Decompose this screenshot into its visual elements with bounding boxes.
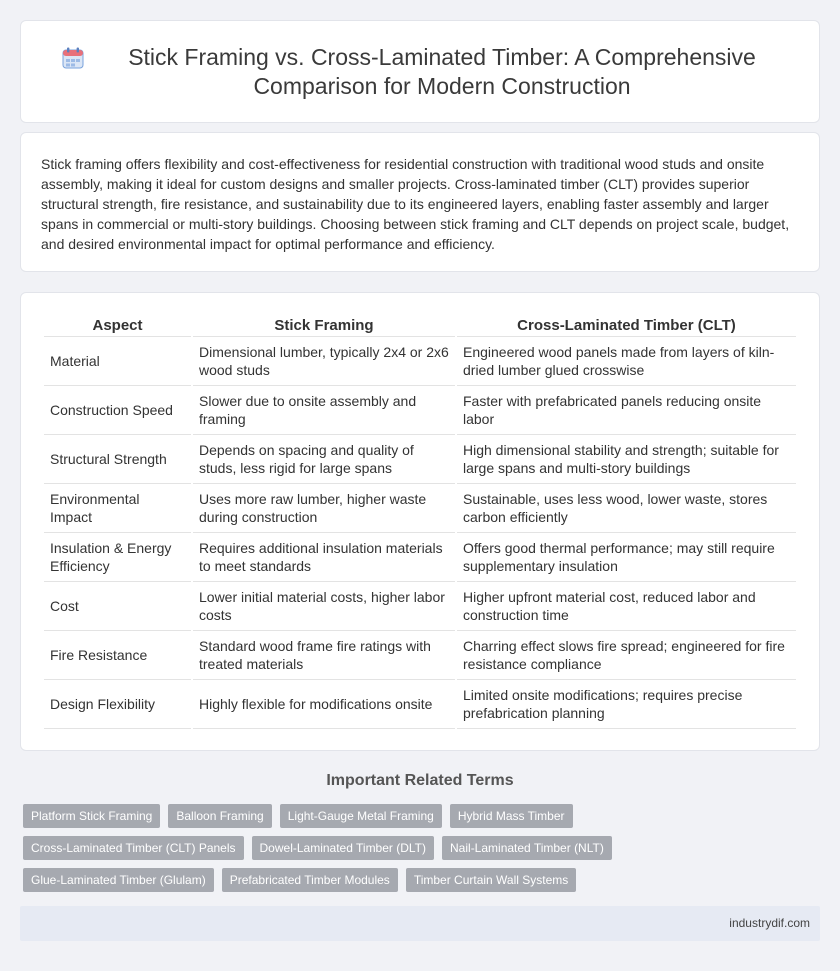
- clt-cell: Higher upfront material cost, reduced labor and construction time: [457, 582, 796, 631]
- aspect-cell: Construction Speed: [44, 386, 191, 435]
- related-term-tag[interactable]: Dowel-Laminated Timber (DLT): [252, 836, 435, 860]
- aspect-cell: Cost: [44, 582, 191, 631]
- table-row: [44, 533, 796, 582]
- table-header-row: [44, 315, 796, 337]
- stick-framing-cell: Uses more raw lumber, higher waste during construction: [193, 484, 455, 533]
- table-row: [44, 337, 796, 386]
- table-row: [44, 680, 796, 729]
- table-row: [44, 435, 796, 484]
- clt-cell: Sustainable, uses less wood, lower waste, stores carbon efficiently: [457, 484, 796, 533]
- clt-cell: Offers good thermal performance; may still require supplementary insulation: [457, 533, 796, 582]
- header-aspect: Aspect: [44, 315, 191, 337]
- intro-card: [20, 132, 820, 272]
- related-term-tag[interactable]: Hybrid Mass Timber: [450, 804, 573, 828]
- related-term-tag[interactable]: Light-Gauge Metal Framing: [280, 804, 442, 828]
- stick-framing-cell: Dimensional lumber, typically 2x4 or 2x6 wood studs: [193, 337, 455, 386]
- table-row: [44, 484, 796, 533]
- clt-cell: Charring effect slows fire spread; engineered for fire resistance compliance: [457, 631, 796, 680]
- related-term-tag[interactable]: Timber Curtain Wall Systems: [406, 868, 576, 892]
- stick-framing-cell: Highly flexible for modifications onsite: [193, 680, 455, 729]
- footer: [20, 906, 820, 941]
- related-term-tag[interactable]: Prefabricated Timber Modules: [222, 868, 398, 892]
- aspect-cell: Fire Resistance: [44, 631, 191, 680]
- aspect-cell: Environmental Impact: [44, 484, 191, 533]
- table-row: [44, 386, 796, 435]
- related-term-tag[interactable]: Glue-Laminated Timber (Glulam): [23, 868, 214, 892]
- intro-paragraph: Stick framing offers flexibility and cost-effectiveness for residential construction with traditional wood studs and onsite assembly, making it ideal for custom designs and smaller projects. Cross-laminated timber (CLT) provides superior structural strength, fire resistance, and sustainability due to its engineered layers, enabling faster assembly and larger spans in commercial or multi-story buildings. Choosing between stick framing and CLT depends on project scale, budget, and desired environmental impact for optimal performance and efficiency.: [41, 156, 790, 252]
- clt-cell: Engineered wood panels made from layers of kiln-dried lumber glued crosswise: [457, 337, 796, 386]
- stick-framing-cell: Slower due to onsite assembly and framing: [193, 386, 455, 435]
- header-stick-framing: Stick Framing: [193, 315, 455, 337]
- stick-framing-cell: Requires additional insulation materials to meet standards: [193, 533, 455, 582]
- stick-framing-cell: Depends on spacing and quality of studs, less rigid for large spans: [193, 435, 455, 484]
- clt-cell: Faster with prefabricated panels reducing onsite labor: [457, 386, 796, 435]
- title-card: [20, 20, 820, 123]
- related-term-tag[interactable]: Cross-Laminated Timber (CLT) Panels: [23, 836, 244, 860]
- aspect-cell: Material: [44, 337, 191, 386]
- aspect-cell: Structural Strength: [44, 435, 191, 484]
- aspect-cell: Insulation & Energy Efficiency: [44, 533, 191, 582]
- stick-framing-cell: Lower initial material costs, higher labor costs: [193, 582, 455, 631]
- related-terms-title: Important Related Terms: [326, 772, 514, 789]
- calendar-icon: [61, 46, 85, 70]
- related-term-tag[interactable]: Balloon Framing: [168, 804, 271, 828]
- related-terms-tags: [23, 804, 803, 900]
- comparison-card: [20, 292, 820, 751]
- page-title: Stick Framing vs. Cross-Laminated Timber: A Comprehensive Comparison for Modern Construction: [128, 43, 756, 99]
- footer-site-name[interactable]: industrydif.com: [729, 916, 810, 930]
- aspect-cell: Design Flexibility: [44, 680, 191, 729]
- related-term-tag[interactable]: Platform Stick Framing: [23, 804, 160, 828]
- table-row: [44, 582, 796, 631]
- stick-framing-cell: Standard wood frame fire ratings with treated materials: [193, 631, 455, 680]
- related-term-tag[interactable]: Nail-Laminated Timber (NLT): [442, 836, 612, 860]
- table-row: [44, 631, 796, 680]
- header-clt: Cross-Laminated Timber (CLT): [457, 315, 796, 337]
- title-wrap: [21, 21, 819, 122]
- clt-cell: Limited onsite modifications; requires precise prefabrication planning: [457, 680, 796, 729]
- clt-cell: High dimensional stability and strength; suitable for large spans and multi-story buildings: [457, 435, 796, 484]
- comparison-table: [42, 315, 798, 729]
